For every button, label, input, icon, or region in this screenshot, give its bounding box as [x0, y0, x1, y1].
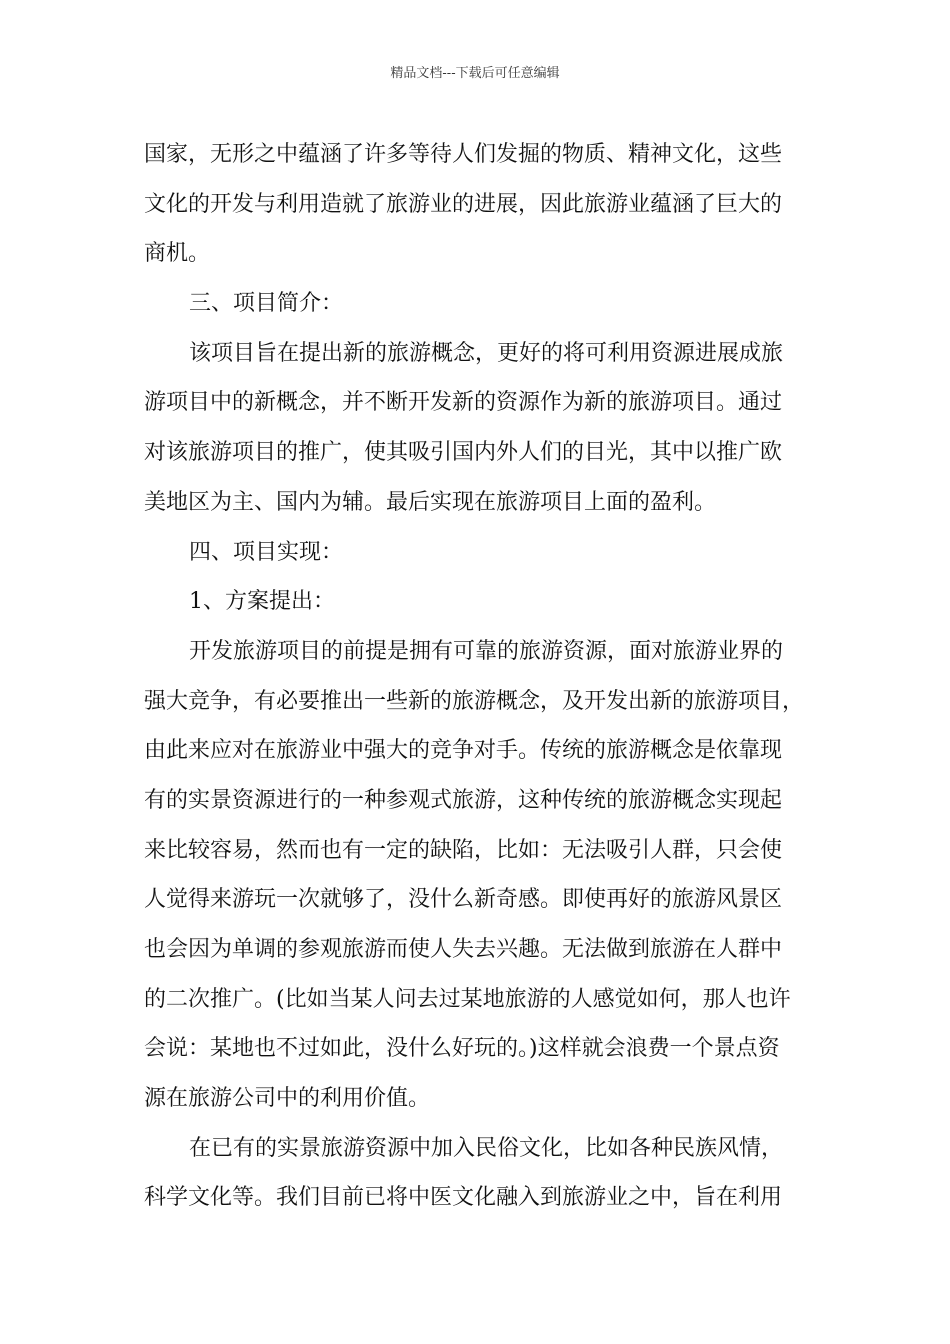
text-line: 人觉得来游玩一次就够了，没什么新奇感。即使再好的旅游风景区: [144, 887, 783, 913]
subsection-heading: 1、方案提出：: [189, 589, 335, 615]
section-heading: 三、项目简介：: [189, 291, 344, 317]
text-line: 美地区为主、国内为辅。最后实现在旅游项目上面的盈利。: [144, 489, 717, 515]
text-line: 也会因为单调的参观旅游而使人失去兴趣。无法做到旅游在人群中: [144, 937, 783, 962]
page-header: 精品文档---下载后可任意编辑: [390, 66, 560, 81]
text-line: 开发旅游项目的前提是拥有可靠的旅游资源，面对旅游业界的: [189, 638, 784, 664]
text-line: 对该旅游项目的推广，使其吸引国内外人们的目光，其中以推广欧: [144, 440, 783, 466]
text-line: 由此来应对在旅游业中强大的竞争对手。传统的旅游概念是依靠现: [144, 738, 783, 764]
text-line: 的二次推广。(比如当某人问去过某地旅游的人感觉如何，那人也许: [144, 986, 791, 1012]
text-line: 科学文化等。我们目前已将中医文化融入到旅游业之中，旨在利用: [144, 1185, 783, 1211]
body-text: [144, 130, 820, 1223]
text-line: 会说：某地也不过如此，没什么好玩的。)这样就会浪费一个景点资: [144, 1036, 780, 1062]
text-line: 商机。: [144, 241, 211, 267]
text-line: 文化的开发与利用造就了旅游业的进展，因此旅游业蕴涵了巨大的: [144, 191, 783, 217]
text-line: 强大竞争，有必要推出一些新的旅游概念，及开发出新的旅游项目，: [144, 688, 805, 714]
text-line: 有的实景资源进行的一种参观式旅游，这种传统的旅游概念实现起: [144, 787, 783, 813]
text-line: 该项目旨在提出新的旅游概念，更好的将可利用资源进展成旅: [189, 340, 784, 366]
text-line: 源在旅游公司中的利用价值。: [144, 1086, 431, 1112]
section-heading: 四、项目实现：: [189, 539, 344, 565]
text-line: 来比较容易，然而也有一定的缺陷，比如：无法吸引人群，只会使: [144, 837, 783, 863]
text-line: 游项目中的新概念，并不断开发新的资源作为新的旅游项目。通过: [144, 390, 783, 416]
text-line: 在已有的实景旅游资源中加入民俗文化，比如各种民族风情，: [189, 1135, 784, 1161]
text-line: 国家，无形之中蕴涵了许多等待人们发掘的物质、精神文化，这些: [144, 142, 783, 167]
